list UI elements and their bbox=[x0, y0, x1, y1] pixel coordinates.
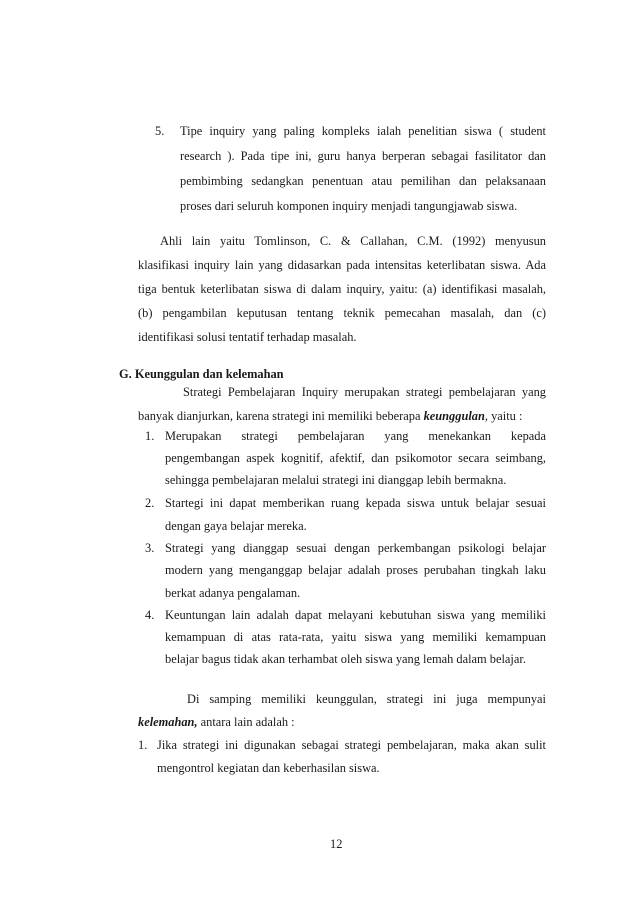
keyword-keunggulan: keunggulan bbox=[423, 409, 485, 423]
text-line: Keuntungan lain adalah dapat melayani kebutuhan siswa yang memiliki bbox=[165, 608, 546, 622]
text-line: proses dari seluruh komponen inquiry menjadi tangungjawab siswa. bbox=[180, 199, 518, 213]
page-number: 12 bbox=[330, 837, 343, 851]
list-number: 3. bbox=[145, 541, 155, 555]
list-number: 4. bbox=[145, 608, 155, 622]
text-line: Strategi Pembelajaran Inquiry merupakan strategi pembelajaran yang bbox=[183, 385, 546, 399]
text-line: identifikasi solusi tentatif terhadap masalah. bbox=[138, 330, 357, 344]
text-line: Di samping memiliki keunggulan, strategi ini juga mempunyai bbox=[187, 692, 546, 706]
text-line: Tipe inquiry yang paling kompleks ialah penelitian siswa ( student bbox=[180, 124, 546, 138]
section-heading: G. Keunggulan dan kelemahan bbox=[119, 367, 284, 381]
text-line: (b) pengambilan keputusan tentang teknik pemecahan masalah, dan (c) bbox=[138, 306, 546, 320]
text-line: research ). Pada tipe ini, guru hanya berperan sebagai fasilitator dan bbox=[180, 149, 546, 163]
text-line: pengembangan aspek kognitif, afektif, dan psikomotor secara seimbang, bbox=[165, 451, 546, 465]
text-line: berkat adanya pengalaman. bbox=[165, 586, 301, 600]
text-line: belajar bagus tidak akan terhambat oleh siswa yang lemah dalam belajar. bbox=[165, 652, 526, 666]
text-line: tiga bentuk keterlibatan siswa di dalam inquiry, yaitu: (a) identifikasi masalah, bbox=[138, 282, 546, 296]
text-line: Strategi yang dianggap sesuai dengan perkembangan psikologi belajar bbox=[165, 541, 546, 555]
text-line: sehingga pembelajaran melalui strategi ini dianggap lebih bermakna. bbox=[165, 473, 507, 487]
text-line: Ahli lain yaitu Tomlinson, C. & Callahan, C.M. (1992) menyusun bbox=[160, 234, 546, 248]
text-line: pembimbing sedangkan penentuan atau pemilihan dan pelaksanaan bbox=[180, 174, 546, 188]
text-line: dengan gaya belajar mereka. bbox=[165, 519, 307, 533]
text-line: Startegi ini dapat memberikan ruang kepada siswa untuk belajar sesuai bbox=[165, 496, 546, 510]
text-line: klasifikasi inquiry lain yang didasarkan pada intensitas keterlibatan siswa. Ada bbox=[138, 258, 546, 272]
list-number: 1. bbox=[138, 738, 148, 752]
list-number: 1. bbox=[145, 429, 155, 443]
text-line: modern yang menganggap belajar adalah proses perubahan tingkah laku bbox=[165, 563, 546, 577]
text-line: kemampuan di atas rata-rata, yaitu siswa yang memiliki kemampuan bbox=[165, 630, 546, 644]
text-line: kelemahan, antara lain adalah : bbox=[138, 715, 295, 729]
keyword-kelemahan: kelemahan, bbox=[138, 715, 198, 729]
text-line: Jika strategi ini digunakan sebagai strategi pembelajaran, maka akan sulit bbox=[157, 738, 546, 752]
list-number: 2. bbox=[145, 496, 155, 510]
text-line: Merupakan strategi pembelajaran yang menekankan kepada bbox=[165, 429, 546, 443]
text-line: mengontrol kegiatan dan keberhasilan siswa. bbox=[157, 761, 380, 775]
list-number: 5. bbox=[155, 124, 165, 138]
text-line: banyak dianjurkan, karena strategi ini memiliki beberapa keunggulan, yaitu : bbox=[138, 409, 523, 423]
